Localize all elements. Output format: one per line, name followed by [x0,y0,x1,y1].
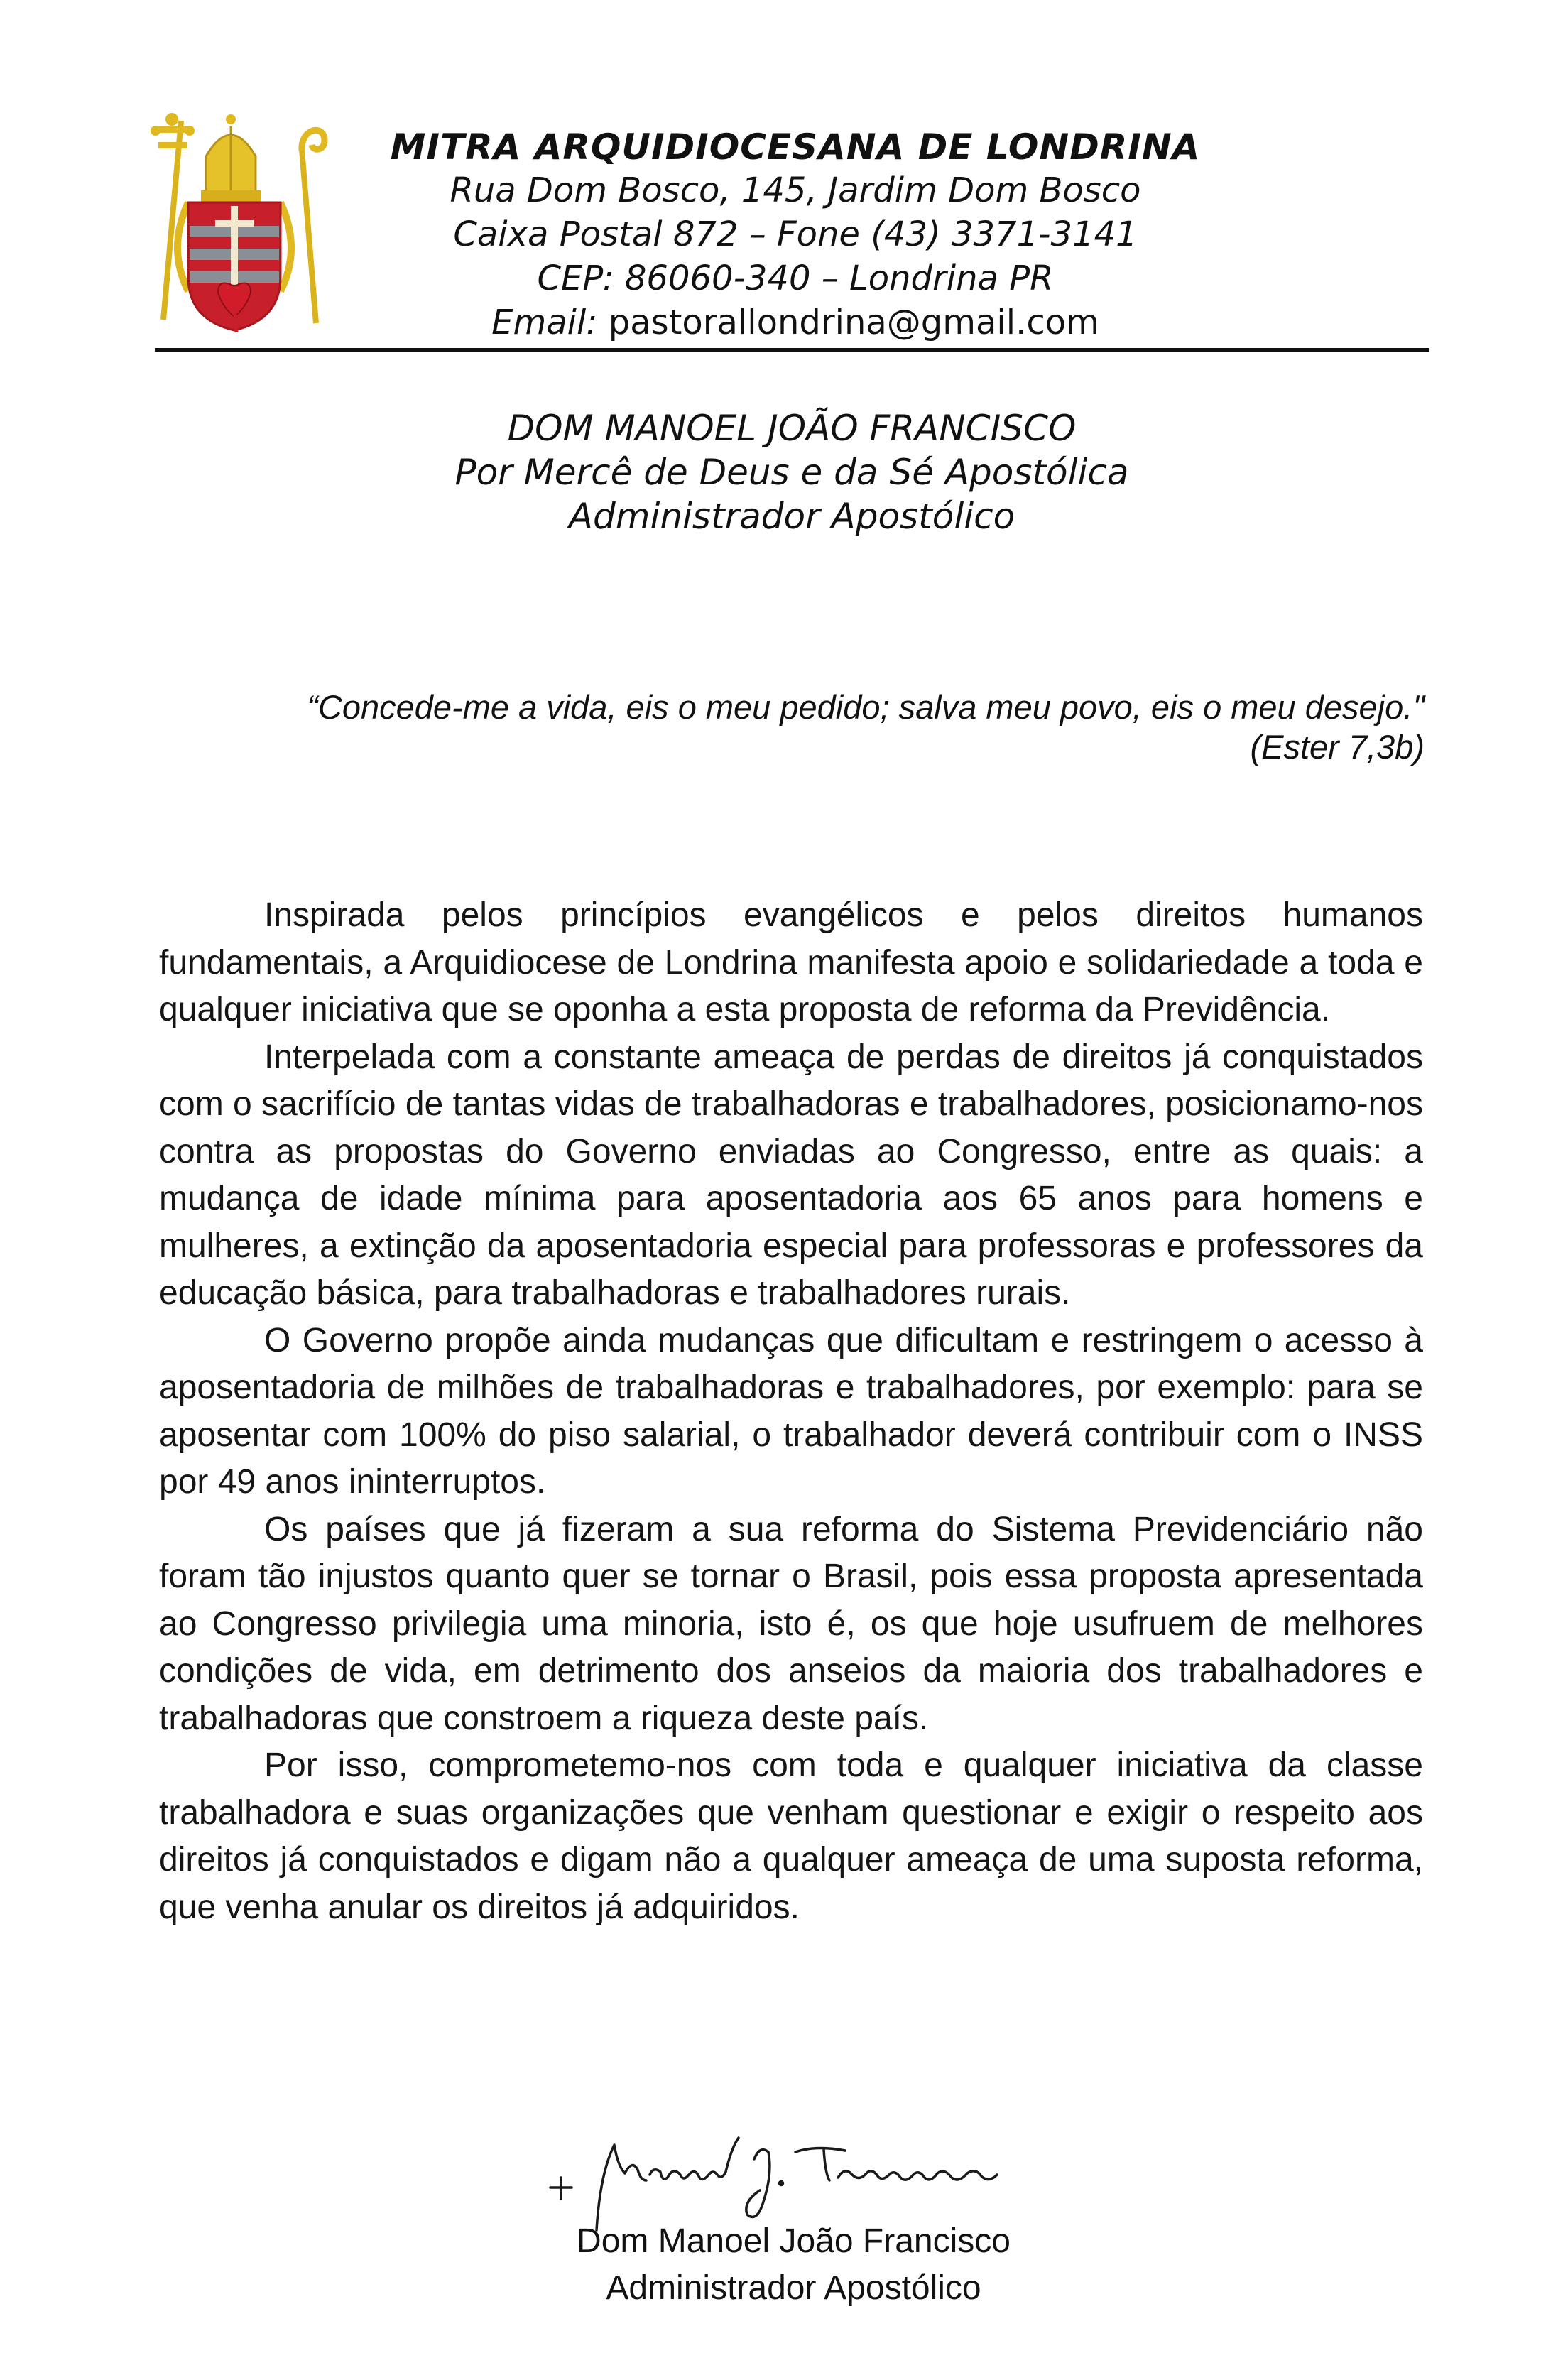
bishop-name: DOM MANOEL JOÃO FRANCISCO [507,408,1077,449]
postal-phone-line: Caixa Postal 872 – Fone (43) 3371-3141 [453,214,1138,254]
paragraph: Inspirada pelos princípios evangélicos e pelos direitos humanos fundamentais, a Arquidiocese de Londrina manifesta apoio e solidariedade a toda e qualquer iniciativa que se oponha a esta proposta de reforma da Previdência. [159,896,1423,1028]
header-divider [155,348,1429,352]
archdiocese-coat-of-arms-icon [138,107,330,341]
shield-icon [188,202,281,332]
mitre-icon [201,114,261,202]
paragraph: Por isso, comprometemo-nos com toda e qualquer iniciativa da classe trabalhadora e suas organizações que venham questionar e exigir o respeito aos direitos já conquistados e digam não a qualquer ameaça de uma suposta reforma, que venha anular os direitos já adquiridos. [159,1746,1423,1926]
signer-title: Administrador Apostólico [606,2269,981,2307]
address-line: Rua Dom Bosco, 145, Jardim Dom Bosco [450,170,1141,210]
epigraph-reference: (Ester 7,3b) [1250,728,1425,766]
bishop-grace-line: Por Mercê de Deus e da Sé Apostólica [454,452,1129,493]
paragraph: Interpelada com a constante ameaça de perdas de direitos já conquistados com o sacrifício de tantas vidas de trabalhadoras e trabalhadores, posicionamo-nos contra as propostas do Governo enviadas ao Congresso, entre as quais: a mudança de idade mínima para aposentadoria aos 65 anos para homens e mulheres, a extinção da aposentadoria especial para professoras e professores da educação básica, para trabalhadoras e trabalhadores rurais. [159,1038,1423,1312]
email-line [341,303,1250,342]
epigraph-quote: “Concede-me a vida, eis o meu pedido; salva meu povo, eis o meu desejo." [307,688,1425,726]
letter-body [159,892,1423,1931]
bishop-title: Administrador Apostólico [568,496,1015,537]
paragraph: O Governo propõe ainda mudanças que dificultam e restringem o acesso à aposentadoria de milhões de trabalhadoras e trabalhadores, por exemplo: para se aposentar com 100% do piso salarial, o trabalhador deverá contribuir com o INSS por 49 anos ininterruptos. [159,1321,1423,1501]
paragraph: Os países que já fizeram a sua reforma do Sistema Previdenciário não foram tão injustos quanto quer se tornar o Brasil, pois essa proposta apresentada ao Congresso privilegia uma minoria, isto é, os que hoje usufruem de melhores condições de vida, em detrimento dos anseios da maioria dos trabalhadores e trabalhadoras que constroem a riqueza deste país. [159,1510,1423,1737]
organization-title: MITRA ARQUIDIOCESANA DE LONDRINA [390,126,1201,168]
email-label: Email: [491,303,598,342]
cep-line: CEP: 86060-340 – Londrina PR [537,259,1054,298]
signer-name: Dom Manoel João Francisco [577,2222,1011,2260]
crosier-icon [302,130,325,323]
email-link[interactable]: pastorallondrina@gmail.com [608,303,1099,342]
